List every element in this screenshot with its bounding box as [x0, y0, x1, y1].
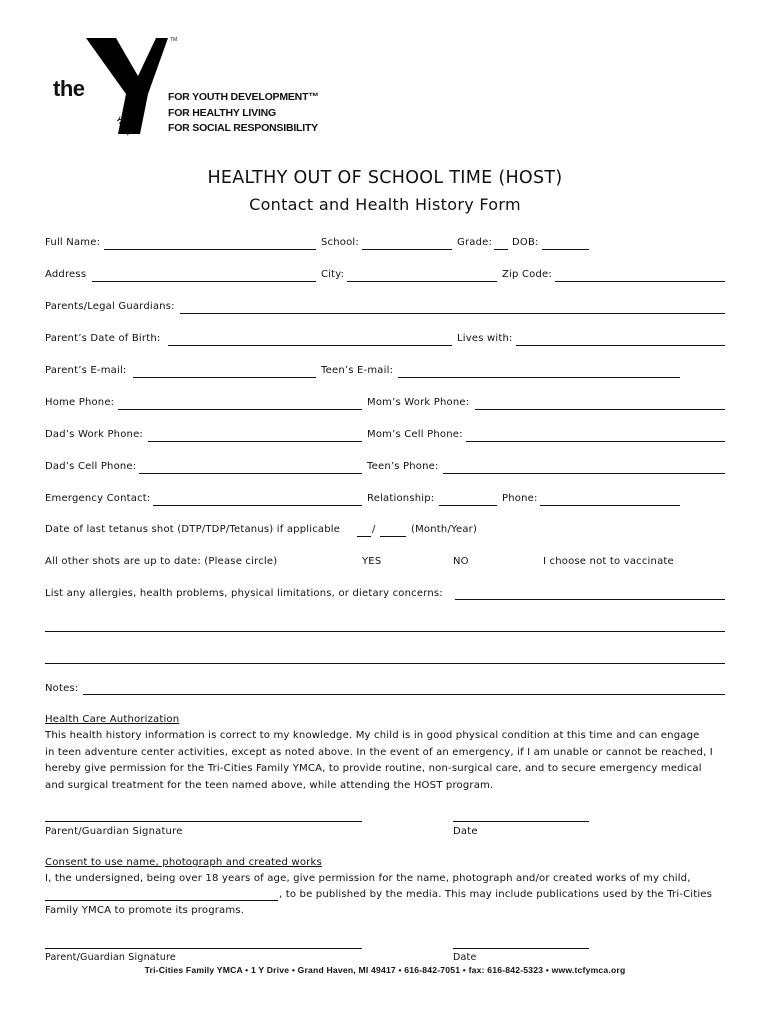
city-label: City: [321, 269, 345, 280]
full-name-field[interactable] [104, 249, 316, 250]
notes-label: Notes: [45, 683, 79, 694]
moms-work-phone-field[interactable] [475, 409, 725, 410]
dads-cell-phone-label: Dad’s Cell Phone: [45, 461, 137, 472]
school-label: School: [321, 237, 359, 248]
shots-no-option[interactable]: NO [453, 556, 469, 567]
parents-label: Parents/Legal Guardians: [45, 301, 175, 312]
allergies-field[interactable] [455, 599, 725, 600]
teen-email-label: Teen’s E-mail: [321, 365, 394, 376]
city-field[interactable] [347, 281, 497, 282]
parents-field[interactable] [180, 313, 725, 314]
consent-line-3: Family YMCA to promote its programs. [45, 905, 245, 916]
logo-tm: TM [170, 37, 178, 43]
parent-email-label: Parent’s E-mail: [45, 365, 127, 376]
dads-work-phone-field[interactable] [148, 441, 362, 442]
tetanus-slash: / [372, 524, 376, 535]
form-title: HEALTHY OUT OF SCHOOL TIME (HOST) [207, 168, 563, 188]
tagline: FOR SOCIAL RESPONSIBILITY [168, 122, 318, 134]
consent-signature-label: Parent/Guardian Signature [45, 952, 176, 963]
grade-field[interactable] [494, 249, 508, 250]
consent-date-field[interactable] [453, 948, 589, 949]
full-name-label: Full Name: [45, 237, 101, 248]
consent-heading: Consent to use name, photograph and created works [45, 857, 322, 868]
authorization-signature-field[interactable] [45, 821, 362, 822]
tetanus-label: Date of last tetanus shot (DTP/TDP/Tetanus) if applicable [45, 524, 341, 535]
tagline: FOR YOUTH DEVELOPMENT™ [168, 91, 319, 103]
phone-label: Phone: [502, 493, 538, 504]
school-field[interactable] [362, 249, 452, 250]
zip-label: Zip Code: [502, 269, 552, 280]
authorization-text [45, 728, 735, 794]
allergies-line-2[interactable] [45, 631, 725, 632]
parent-dob-field[interactable] [168, 345, 452, 346]
allergies-label: List any allergies, health problems, physical limitations, or dietary concerns: [45, 588, 443, 599]
tetanus-year-field[interactable] [380, 536, 406, 537]
logo-ymca-text: YMCA [114, 116, 132, 137]
address-label: Address [45, 269, 87, 280]
consent-date-label: Date [453, 952, 477, 963]
moms-work-phone-label: Mom’s Work Phone: [367, 397, 470, 408]
lives-with-label: Lives with: [457, 333, 513, 344]
tagline: FOR HEALTHY LIVING [168, 106, 277, 119]
emergency-phone-field[interactable] [540, 505, 680, 506]
parent-email-field[interactable] [133, 377, 316, 378]
emergency-contact-label: Emergency Contact: [45, 493, 151, 504]
shots-decline-option[interactable]: I choose not to vaccinate [543, 556, 674, 567]
grade-label: Grade: [457, 237, 493, 248]
lives-with-field[interactable] [516, 345, 725, 346]
relationship-field[interactable] [439, 505, 497, 506]
footer-contact: Tri-Cities Family YMCA • 1 Y Drive • Grand Haven, MI 49417 • 616-842-7051 • fax: 616-842-5323 • www.tcfymca.org [144, 965, 626, 975]
address-field[interactable] [92, 281, 316, 282]
parent-dob-label: Parent’s Date of Birth: [45, 333, 161, 344]
form-subtitle: Contact and Health History Form [249, 195, 521, 214]
ymca-y-mark [86, 36, 176, 136]
authorization-date-label: Date [453, 826, 478, 837]
teens-phone-label: Teen’s Phone: [367, 461, 439, 472]
moms-cell-phone-field[interactable] [466, 441, 725, 442]
dob-field[interactable] [542, 249, 589, 250]
shots-label: All other shots are up to date: (Please circle) [45, 556, 278, 567]
consent-line-1: I, the undersigned, being over 18 years of age, give permission for the name, photograph and/or created works of my child, [45, 873, 691, 884]
allergies-line-3[interactable] [45, 663, 725, 664]
shots-yes-option[interactable]: YES [362, 556, 382, 567]
home-phone-label: Home Phone: [45, 397, 115, 408]
dob-label: DOB: [512, 237, 539, 248]
moms-cell-phone-label: Mom’s Cell Phone: [367, 429, 463, 440]
teens-phone-field[interactable] [443, 473, 725, 474]
notes-field[interactable] [83, 694, 725, 695]
consent-child-name-field[interactable] [45, 900, 278, 901]
zip-field[interactable] [555, 281, 725, 282]
logo-taglines [168, 90, 319, 137]
teen-email-field[interactable] [398, 377, 680, 378]
logo-the-text: the [53, 76, 85, 101]
tetanus-month-field[interactable] [357, 536, 371, 537]
authorization-line: hereby give permission for the Tri-Cities Family YMCA, to provide routine, non-surgical care, and to secure emergency medical [45, 763, 702, 774]
consent-signature-field[interactable] [45, 948, 362, 949]
dads-work-phone-label: Dad’s Work Phone: [45, 429, 143, 440]
authorization-date-field[interactable] [453, 821, 589, 822]
authorization-line: and surgical treatment for the teen named above, while attending the HOST program. [45, 779, 494, 791]
authorization-line: This health history information is correct to my knowledge. My child is in good physical condition at this time and can engage [45, 730, 700, 741]
authorization-line: in teen adventure center activities, except as noted above. In the event of an emergency, if I am unable or cannot be reached, I [45, 746, 713, 758]
consent-line-2: , to be published by the media. This may include publications used by the Tri-Cities [279, 889, 713, 900]
ymca-logo [50, 36, 330, 141]
tetanus-format-label: (Month/Year) [411, 524, 478, 535]
emergency-contact-field[interactable] [153, 505, 362, 506]
relationship-label: Relationship: [367, 493, 435, 504]
authorization-heading: Health Care Authorization [45, 714, 180, 725]
dads-cell-phone-field[interactable] [139, 473, 362, 474]
home-phone-field[interactable] [118, 409, 362, 410]
authorization-signature-label: Parent/Guardian Signature [45, 826, 183, 837]
